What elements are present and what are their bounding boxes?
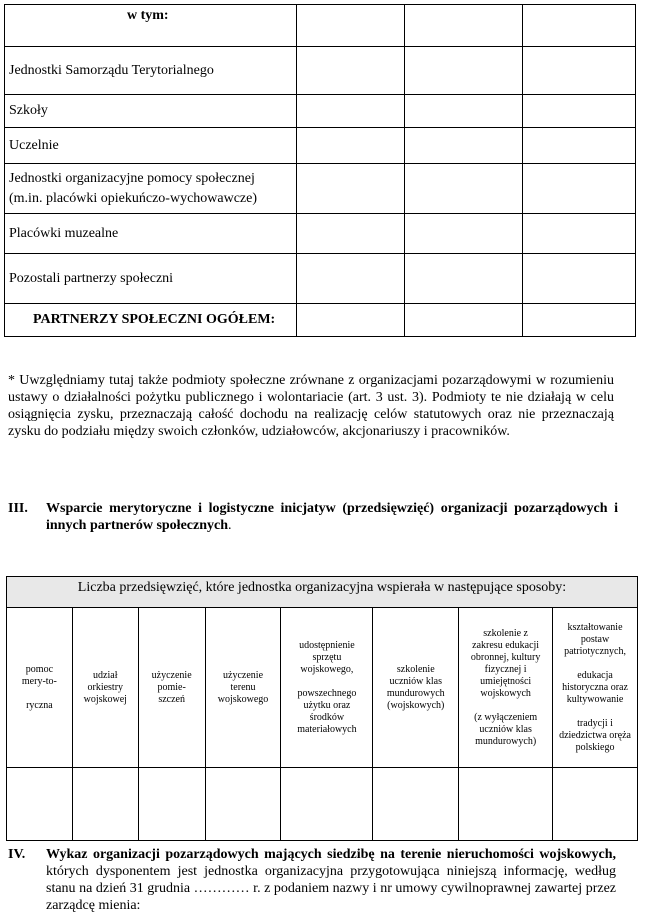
table-row — [7, 608, 638, 768]
table-cell — [296, 5, 405, 47]
table-header-w-tym: w tym: — [5, 5, 297, 47]
column-header: udostępnienie sprzętu wojskowego, powszechnego użytku oraz środków materiałowych — [281, 608, 373, 768]
table-cell — [405, 5, 523, 47]
table-row — [7, 768, 638, 841]
column-header: szkolenie uczniów klas mundurowych (wojskowych) — [373, 608, 459, 768]
section-number: IV. — [8, 847, 26, 862]
table-cell — [523, 5, 636, 47]
partners-table — [4, 4, 636, 337]
row-label-jst: Jednostki Samorządu Terytorialnego — [5, 47, 297, 95]
table-row — [5, 164, 636, 214]
column-header: użyczenie pomie- szczeń — [138, 608, 205, 768]
table-row — [5, 95, 636, 128]
row-label-pozostali: Pozostali partnerzy społeczni — [5, 254, 297, 304]
column-header: udział orkiestry wojskowej — [72, 608, 138, 768]
table-row — [5, 47, 636, 95]
section-title: Wykaz organizacji pozarządowych mających siedzibę na terenie nieruchomości wojskowych, — [46, 847, 616, 862]
section-iv: IV. Wykaz organizacji pozarządowych mających siedzibę na terenie nieruchomości wojskowych, których dysponentem jest jednostka organizacyjna przygotowująca niniejszą informację, według stanu na dzień 31 grudnia ………… r. z podaniem nazwy i nr umowy cywilnoprawnej zawartej przez zarządcę mienia: — [8, 847, 616, 913]
row-label-uczelnie: Uczelnie — [5, 128, 297, 164]
column-header: szkolenie z zakresu edukacji obronnej, kultury fizycznej i umiejętności wojskowych (z wyłączeniem uczniów klas mundurowych) — [459, 608, 553, 768]
section-title: Wsparcie merytoryczne i logistyczne inicjatyw (przedsięwzięć) organizacji pozarządowych i innych partnerów społecznych — [46, 501, 618, 533]
table-row — [5, 214, 636, 254]
row-label-szkoly: Szkoły — [5, 95, 297, 128]
table-row — [5, 128, 636, 164]
section-iii: III. Wsparcie merytoryczne i logistyczne inicjatyw (przedsięwzięć) organizacji pozarządowych i innych partnerów społecznych. — [8, 501, 618, 533]
support-table-header: Liczba przedsięwzięć, które jednostka organizacyjna wspierała w następujące sposoby: — [7, 577, 638, 608]
footnote: * Uwzględniamy tutaj także podmioty społeczne zrównane z organizacjami pozarządowymi w rozumieniu ustawy o działalności pożytku publicznego i wolontariacie (art. 3 ust. 3). Podmioty te nie działają w celu osiągnięcia zysku, przeznaczają całość dochodu na realizację celów statutowych oraz nie przeznaczają zysku do podziału między swoich członków, udziałowców, akcjonariuszy i pracowników. — [8, 373, 614, 439]
support-table — [6, 576, 638, 841]
column-header: pomoc mery-to- ryczna — [7, 608, 73, 768]
table-row — [5, 254, 636, 304]
column-header: kształtowanie postaw patriotycznych, edukacja historyczna oraz kultywowanie tradycji i dziedzictwa oręża polskiego — [553, 608, 638, 768]
row-label-total: PARTNERZY SPOŁECZNI OGÓŁEM: — [5, 304, 297, 337]
row-label-pomoc-spoleczna: Jednostki organizacyjne pomocy społecznej (m.in. placówki opiekuńczo-wychowawcze) — [5, 164, 297, 214]
section-number: III. — [8, 501, 28, 516]
row-label-muzealne: Placówki muzealne — [5, 214, 297, 254]
column-header: użyczenie terenu wojskowego — [205, 608, 281, 768]
table-row — [5, 304, 636, 337]
